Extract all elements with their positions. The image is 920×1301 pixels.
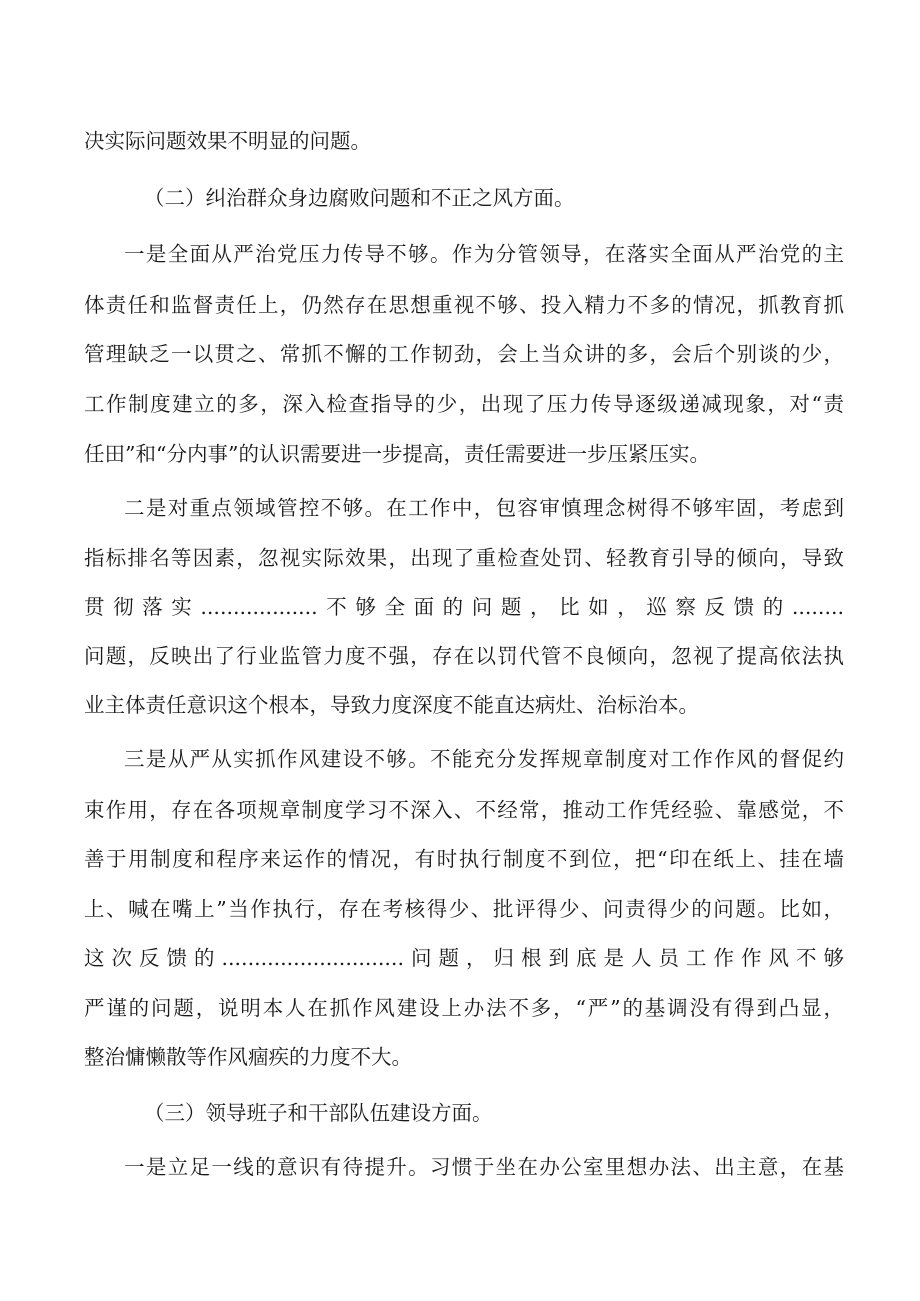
paragraph-line: 上、喊在嘴上”当作执行，存在考核得少、批评得少、问责得少的问题。比如， <box>84 897 844 921</box>
paragraph-line: 一是立足一线的意识有待提升。习惯于坐在办公室里想办法、出主意，在基 <box>124 1155 844 1179</box>
paragraph-line: 贯彻落实..................不够全面的问题，比如，巡察反馈的........ <box>84 595 844 619</box>
paragraph-line: 束作用，存在各项规章制度学习不深入、不经常，推动工作凭经验、靠感觉，不 <box>84 798 844 822</box>
section-heading: （二）纠治群众身边腐败问题和不正之风方面。 <box>144 186 575 210</box>
paragraph-line: 管理缺乏一以贯之、常抓不懈的工作韧劲，会上当众讲的多，会后个别谈的少， <box>84 342 844 366</box>
paragraph-line: 二是对重点领域管控不够。在工作中，包容审慎理念树得不够牢固，考虑到 <box>124 496 844 520</box>
paragraph-line: 任田”和“分内事”的认识需要进一步提高，责任需要进一步压紧压实。 <box>84 442 710 466</box>
paragraph-line: 一是全面从严治党压力传导不够。作为分管领导，在落实全面从严治党的主 <box>124 242 844 266</box>
paragraph-line: 问题，反映出了行业监管力度不强，存在以罚代管不良倾向，忽视了提高依法执 <box>84 644 844 668</box>
paragraph-line: 决实际问题效果不明显的问题。 <box>84 129 371 153</box>
paragraph-line: 整治慵懒散等作风痼疾的力度不大。 <box>84 1045 412 1069</box>
paragraph-line: 业主体责任意识这个根本，导致力度深度不能直达病灶、治标治本。 <box>84 693 699 717</box>
paragraph-line: 严谨的问题，说明本人在抓作风建设上办法不多，“严”的基调没有得到凸显， <box>84 996 844 1020</box>
paragraph-line: 体责任和监督责任上，仍然存在思想重视不够、投入精力不多的情况，抓教育抓 <box>84 293 844 317</box>
section-heading: （三）领导班子和干部队伍建设方面。 <box>144 1101 493 1125</box>
paragraph-line: 指标排名等因素，忽视实际效果，出现了重检查处罚、轻教育引导的倾向，导致 <box>84 546 844 570</box>
paragraph-line: 这次反馈的............................问题，归根到底是人员工作作风不够 <box>84 946 844 970</box>
paragraph-line: 三是从严从实抓作风建设不够。不能充分发挥规章制度对工作作风的督促约 <box>124 747 844 771</box>
paragraph-line: 善于用制度和程序来运作的情况，有时执行制度不到位，把“印在纸上、挂在墙 <box>84 847 844 871</box>
paragraph-line: 工作制度建立的多，深入检查指导的少，出现了压力传导逐级递减现象，对“责 <box>84 392 844 416</box>
